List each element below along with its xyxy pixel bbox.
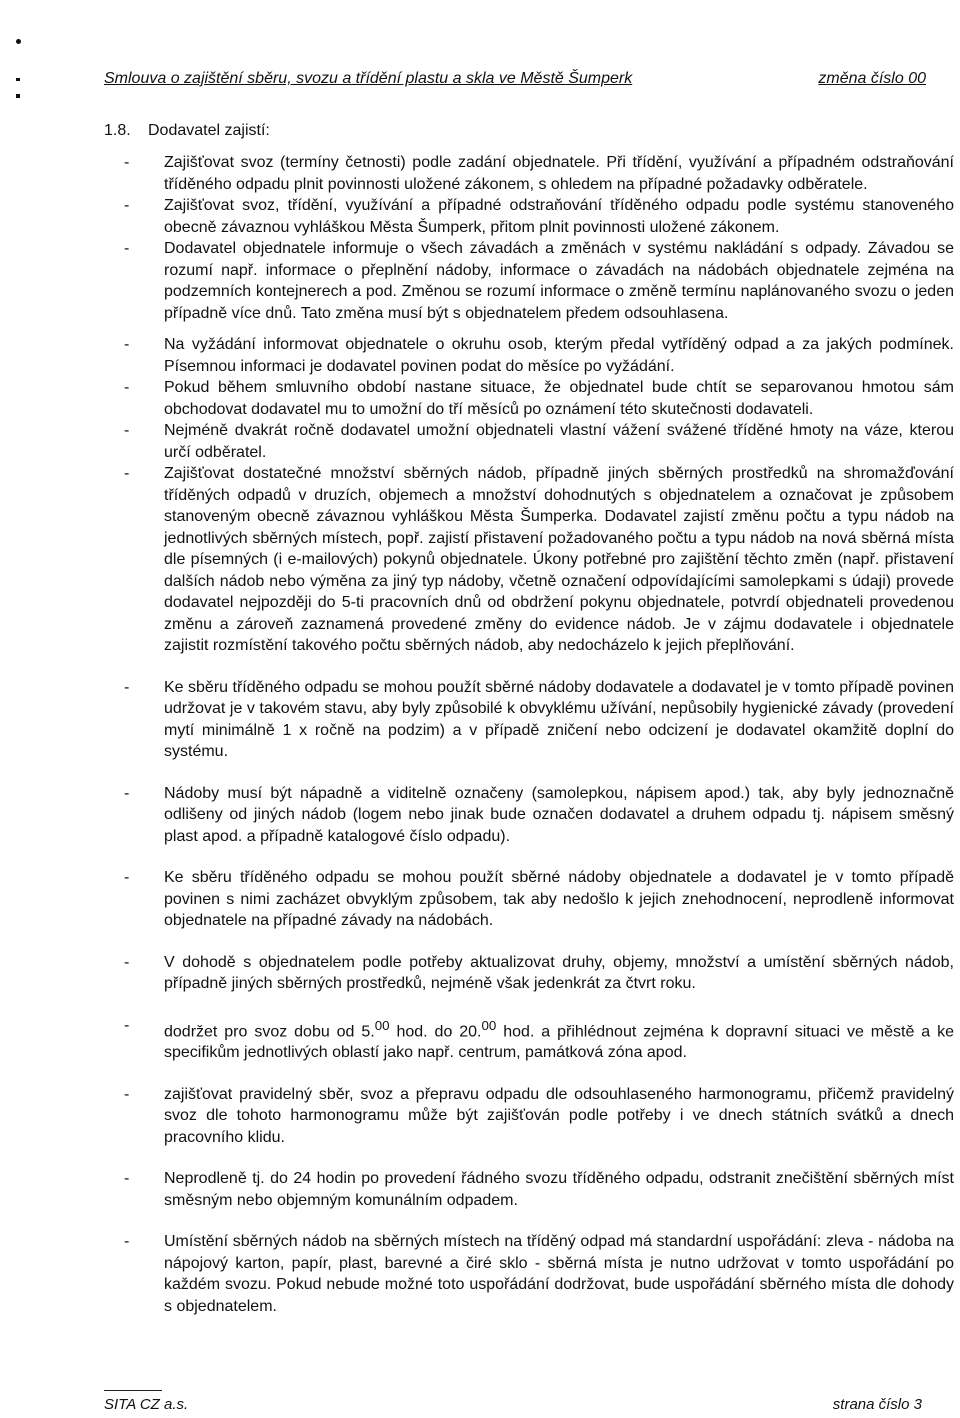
list-item: - Pokud během smluvního období nastane situace, že objednatel bude chtít se separovanou hmotou sám obchodovat dodavatel mu to umožní do tří měsíců po oznámení této skutečnosti dodavateli.: [124, 379, 954, 418]
section-title: Dodavatel zajistí:: [148, 122, 270, 139]
scan-mark: [16, 39, 21, 44]
list-item: - Ke sběru tříděného odpadu se mohou použít sběrné nádoby dodavatele a dodavatel je v tomto případě povinen udržovat je v takovém stavu, aby byly způsobilé k obvyklému užívání, nepůsobily hygienické závady (provedení mytí minimálně 1 x ročně na podzim) a v případě zničení nebo odcizení je dodavatel okamžitě doplní do systému.: [124, 678, 954, 760]
scan-mark: [16, 78, 20, 81]
list-item: - V dohodě s objednatelem podle potřeby aktualizovat druhy, objemy, množství a umístění sběrných nádob, případně jiných sběrných prostředků, nejméně však jedenkrát za čtvrt roku.: [124, 953, 954, 992]
change-number: změna číslo 00: [818, 70, 926, 87]
list-item: - Umístění sběrných nádob na sběrných místech na tříděný odpad má standardní uspořádání: zleva - nádoba na nápojový karton, papír, plast, barevné a čiré sklo - sběrná místa je nutno udržovat v tomto uspořádání po každém svozu. Pokud nebude možné toto uspořádání dodržovat, bude uspořádání sběrného místa dle dohody s objednatelem.: [124, 1233, 954, 1315]
footer-divider: [104, 1390, 162, 1391]
list-item: - Zajišťovat svoz (termíny četnosti) podle zadání objednatele. Při třídění, využívání a případném odstraňování tříděného odpadu plnit povinnosti uložené zákonem, s ohledem na případné požadavky odběratele.: [124, 154, 954, 193]
list-item: - Neprodleně tj. do 24 hodin po provedení řádného svozu tříděného odpadu, odstranit znečištění sběrných míst směsným nebo objemným komunálním odpadem.: [124, 1170, 954, 1209]
page-header: [104, 70, 926, 94]
section-number: 1.8.: [104, 122, 131, 139]
list-item: - Na vyžádání informovat objednatele o okruhu osob, kterým předal vytříděný odpad a za jakých podmínek. Písemnou informaci je dodavatel povinen podat do měsíce po vyžádání.: [124, 336, 954, 375]
list-item: - dodržet pro svoz dobu od 5.00 hod. do 20.00 hod. a přihlédnout zejména k dopravní situaci ve městě a ke specifikům jednotlivých oblastí jako např. centrum, památková zóna apod.: [124, 1016, 955, 1062]
section-heading: [104, 122, 270, 140]
list-item: - zajišťovat pravidelný sběr, svoz a přepravu odpadu dle odsouhlaseného harmonogramu, přičemž pravidelný svoz dle tohoto harmonogramu může být zajišťován podle potřeby i ve dnech státních svátků a dnech pracovního klidu.: [124, 1085, 954, 1146]
list-item: - Nádoby musí být nápadně a viditelně označeny (samolepkou, nápisem apod.) tak, aby byly jednoznačně odlišeny od jiných nádob (logem nebo jinak bude označen dodavatel a druhem odpadu tj. nápisem směsný plast apod. a případně katalogové číslo odpadu).: [124, 784, 954, 845]
list-item: - Zajišťovat svoz, třídění, využívání a případné odstraňování tříděného odpadu podle systému stanoveného obecně závaznou vyhláškou Města Šumperk, přitom plnit povinnosti uložené zákonem.: [124, 197, 954, 236]
list-item: - Ke sběru tříděného odpadu se mohou použít sběrné nádoby objednatele a dodavatel je v tomto případě povinen s nimi zacházet obvyklým způsobem, tak aby nedošlo k jejich znehodnocení, neprodleně informovat objednatele na případné závady na nádobách.: [124, 869, 954, 929]
list-item: - Dodavatel objednatele informuje o všech závadách a změnách v systému nakládání s odpady. Závadou se rozumí např. informace o přeplnění nádoby, informace o závadách na nádobách objednatele zejména na podzemních kontejnerech a pod. Změnou se rozumí informace o změně termínu naplánovaného svozu o jeden případně více dnů. Tato změna musí být s objednatelem předem odsouhlasena.: [124, 240, 954, 322]
list-item: - Zajišťovat dostatečné množství sběrných nádob, případně jiných sběrných prostředků na shromažďování tříděných odpadů v druzích, objemech a množství dohodnutých s objednatelem a označovat je způsobem stanoveným obecně závaznou vyhláškou Města Šumperka. Dodavatel zajistí změnu počtu a typu nádob na jednotlivých sběrných místech, popř. zajistí přistavení požadovaného počtu a typu nádob na nová sběrná místa dle písemných (i e-mailových) pokynů objednatele. Úkony potřebné pro zajištění těchto změn (např. přistavení dalších nádob nebo výměna za jiný typ nádoby, včetně označení odpovídajícími samolepkami s údaji) provede dodavatel nejpozději do 5-ti pracovních dnů od obdržení pokynu objednatele, potvrdí objednateli provedenou změnu a zároveň zaznamená provedené změny do evidence nádob. Je v zájmu dodavatele i objednatele zajistit rozmístění takového počtu sběrných nádob, aby nedocházelo k jejich přeplňování.: [124, 465, 954, 654]
obligation-list: [124, 152, 954, 1317]
list-item: - Nejméně dvakrát ročně dodavatel umožní objednateli vlastní vážení svážené tříděné hmoty na váze, kterou určí odběratel.: [124, 422, 954, 461]
page-number: strana číslo 3: [832, 1396, 922, 1413]
company-name: SITA CZ a.s.: [104, 1396, 189, 1413]
scan-mark: [16, 94, 20, 98]
document-title: Smlouva o zajištění sběru, svozu a třídění plastu a skla ve Městě Šumperk: [104, 70, 633, 87]
